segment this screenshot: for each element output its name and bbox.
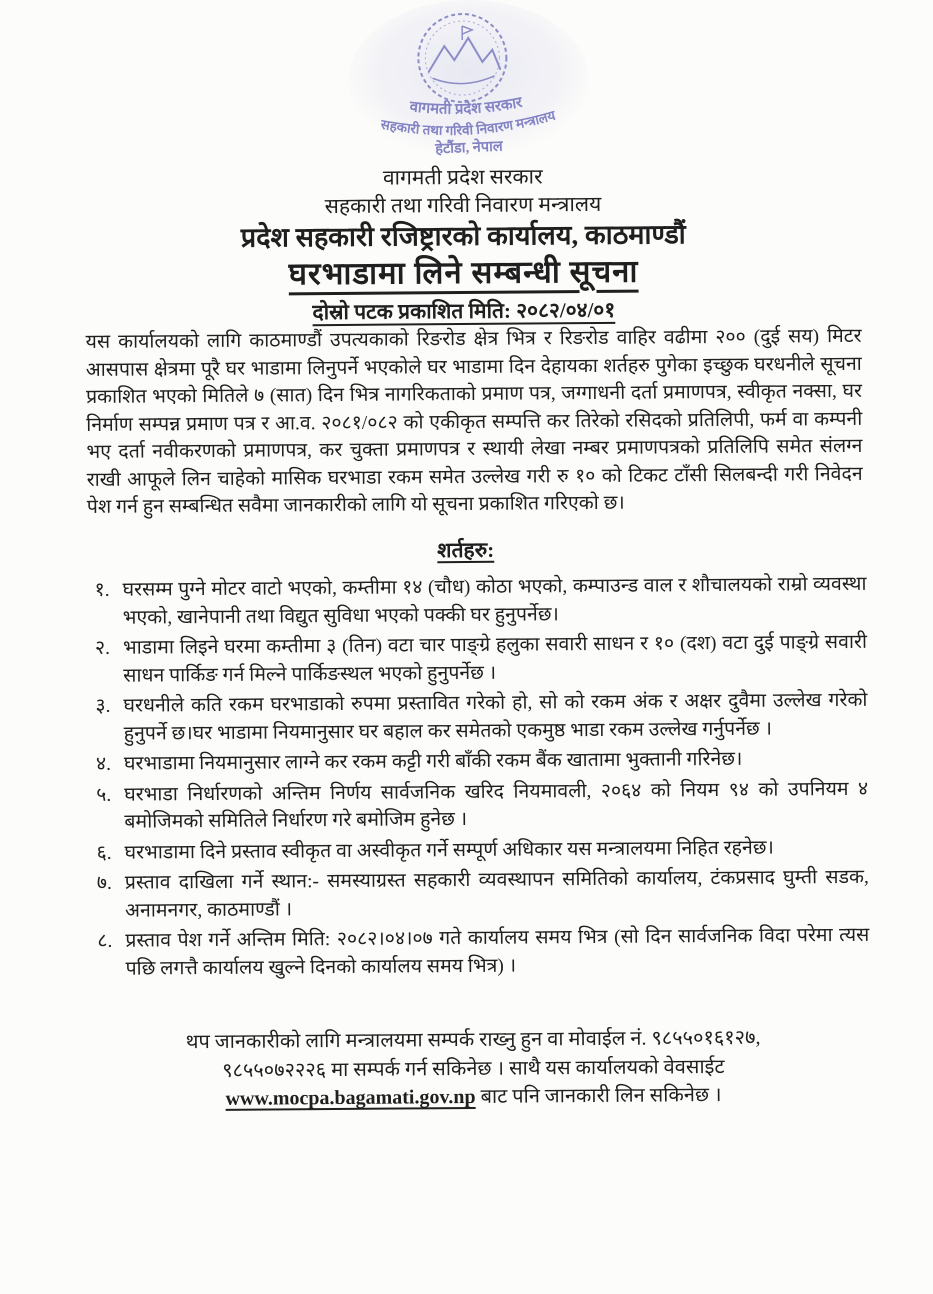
condition-number: १. [94,579,110,601]
condition-text: प्रस्ताव दाखिला गर्ने स्थान:- समस्याग्रस्त सहकारी व्यवस्थापन समितिको कार्यालय, टंकप्रसाद घुम्ती सडक, अनामनगर, काठमाण्डौं । [124,866,869,922]
notice-title-text: घरभाडामा लिने सम्बन्धी सूचना [288,253,639,292]
stamp-bottom-text: हेटौंडा, नेपाल [434,138,503,158]
condition-text: घरभाडामा नियमानुसार लाग्ने कर रकम कट्टी गरी बाँकी रकम बैंक खातामा भुक्तानी गरिनेछ। [123,748,743,775]
contact-line-3-suffix: बाट पनि जानकारी लिन सकिनेछ । [475,1084,722,1108]
condition-item-3 [95,687,867,748]
condition-number: ८. [97,930,113,952]
website-url: www.mocpa.bagamati.gov.np [225,1085,476,1110]
conditions-heading-text: शर्तहरु: [437,537,495,563]
condition-item-1 [94,571,866,632]
notice-title [0,247,930,296]
condition-item-6 [96,833,868,867]
ministry-name: सहकारी तथा गरिवी निवारण मन्त्रालय [324,191,602,219]
contact-footer [143,1023,804,1114]
publish-date-text: दोस्रो पटक प्रकाशित मिति: २०८२/०४/०१ [312,297,616,325]
condition-item-5 [96,775,868,836]
conditions-list [94,571,869,986]
condition-number: ६. [96,842,112,864]
condition-text: घरधनीले कति रकम घरभाडाको रुपमा प्रस्तावित गरेको हो, सो को रकम अंक र अक्षर दुवैमा उल्लेख गरेको हुनुपर्ने छ।घर भाडामा नियमानुसार घर बहाल कर समेतको एकमुष्ठ भाडा रकम उल्लेख गर्नुपर्नेछ । [123,689,868,745]
stamp-arc-text-2: सहकारी तथा गरिवी निवारण मन्त्रालय [379,107,558,138]
condition-text: घरभाडा निर्धारणको अन्तिम निर्णय सार्वजनिक खरिद नियमावली, २०६४ को नियम ९४ को उपनियम ४ बमोजिमको समितिले निर्धारण गरे बमोजिम हुनेछ । [124,778,869,833]
contact-line-1: थप जानकारीको लागि मन्त्रालयमा सम्पर्क राख्नु हुन वा मोवाईल नं. ९८५५०१६१२७, [185,1026,761,1054]
conditions-heading [0,532,932,567]
intro-paragraph: यस कार्यालयको लागि काठमाण्डौं उपत्यकाको रिङरोड क्षेत्र भित्र र रिङरोड वाहिर वढीमा २०० (दुई सय) मिटर आसपास क्षेत्रमा पूरै घर भाडामा लिनुपर्ने भएकोले घर भाडामा दिन देहायका शर्तहरु पुगेका इच्छुक घरधनीले सूचना प्रकाशित भएको मितिले ७ (सात) दिन भित्र नागरिकताको प्रमाण पत्र, जग्गाधनी दर्ता प्रमाणपत्र, स्वीकृत नक्सा, घर निर्माण सम्पन्न प्रमाण पत्र र आ.व. २०८१/०८२ को एकीकृत सम्पत्ति कर तिरेको रसिदको प्रतिलिपी, फर्म वा कम्पनी भए दर्ता नवीकरणको प्रमाणपत्र, कर चुक्ता प्रमाणपत्र र स्थायी लेखा नम्बर प्रमाणपत्रको प्रतिलिपि समेत संलग्न राखी आफूले लिन चाहेको मासिक घरभाडा रकम समेत उल्लेख गरी रु १० को टिकट टाँसी सिलबन्दी गरी निवेदन पेश गर्न हुन सम्बन्धित सवैमा जानकारीको लागि यो सूचना प्रकाशित गरिएको छ। [85,325,863,518]
condition-item-2 [95,629,867,690]
condition-number: ७. [96,872,112,894]
condition-text: घरसम्म पुग्ने मोटर वाटो भएको, कम्तीमा १४ (चौध) कोठा भएको, कम्पाउन्ड वाल र शौचालयको राम्रो व्यवस्था भएको, खानेपानी तथा विद्युत सुविधा भएको पक्की घर हुनुपर्नेछ। [122,573,867,629]
condition-number: ३. [95,695,111,717]
condition-text: भाडामा लिइने घरमा कम्तीमा ३ (तिन) वटा चार पाङ्ग्रे हलुका सवारी साधन र १० (दश) वटा दुई पाङ्ग्रे सवारी साधन पार्किङ गर्न मिल्ने पार्किङस्थल भएको हुनुपर्नेछ । [122,631,868,687]
condition-item-8 [97,922,869,983]
contact-line-3 [143,1080,803,1114]
contact-line-2: ९८५५०७२२२६ मा सम्पर्क गर्न सकिनेछ । साथै यस कार्यालयको वेवसाईट [222,1055,725,1082]
condition-number: ४. [95,753,112,775]
condition-item-4 [96,745,868,779]
government-name: वागमती प्रदेश सरकार [382,164,543,190]
condition-item-7 [97,864,869,925]
condition-number: ५. [96,784,112,806]
office-name: प्रदेश सहकारी रजिष्ट्रारको कार्यालय, काठमाण्डौं [240,219,686,253]
official-stamp [340,0,601,163]
condition-text: घरभाडामा दिने प्रस्ताव स्वीकृत वा अस्वीकृत गर्ने सम्पूर्ण अधिकार यस मन्त्रालयमा निहित रहनेछ। [124,837,774,864]
stamp-arc-text-1: वागमती प्रदेश सरकार [408,94,524,118]
condition-number: २. [94,637,111,659]
condition-text: प्रस्ताव पेश गर्ने अन्तिम मिति: २०८२।०४।०७ गते कार्यालय समय भित्र (सो दिन सार्वजनिक विदा परेमा त्यस पछि लगत्तै कार्यालय खुल्ने दिनको कार्यालय समय भित्र) । [125,924,870,980]
